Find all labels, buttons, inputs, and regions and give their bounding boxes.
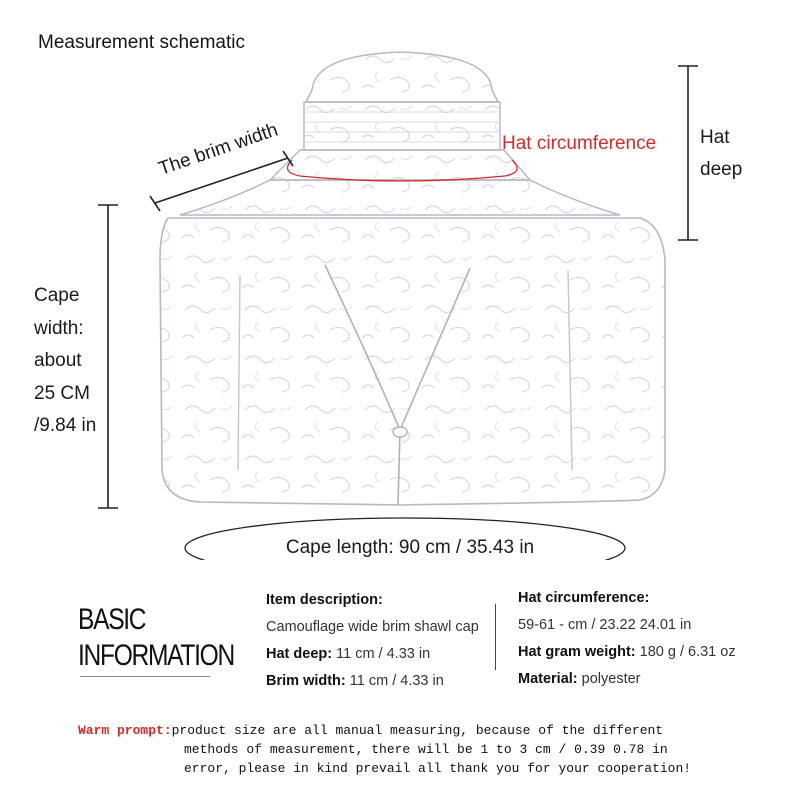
info-row: Camouflage wide brim shawl cap bbox=[266, 619, 479, 635]
hat-circumference-label: Hat circumference bbox=[502, 133, 657, 154]
warm-prompt bbox=[78, 721, 691, 778]
info-left-column bbox=[266, 587, 479, 695]
warm-prompt-line: methods of measurement, there will be 1 to 3 cm / 0.39 0.78 in bbox=[184, 742, 668, 757]
hat-deep-label: Hat deep bbox=[700, 127, 743, 180]
cape-width-dimension bbox=[98, 205, 118, 508]
hat-cape bbox=[160, 218, 665, 505]
info-row: Hat circumference: bbox=[518, 590, 650, 606]
hat-brim bbox=[180, 180, 620, 215]
basic-information-heading: BASIC INFORMATION bbox=[78, 603, 234, 672]
column-divider bbox=[495, 604, 496, 670]
warm-prompt-label: Warm prompt: bbox=[78, 723, 172, 738]
page-title: Measurement schematic bbox=[38, 32, 245, 53]
warm-prompt-line: product size are all manual measuring, because of the different bbox=[171, 723, 664, 738]
info-row: Hat deep: 11 cm / 4.33 in bbox=[266, 646, 431, 662]
warm-prompt-line: error, please in kind prevail all thank you for your cooperation! bbox=[184, 761, 692, 776]
heading-underline bbox=[80, 676, 210, 677]
cape-length-label: Cape length: 90 cm / 35.43 in bbox=[285, 537, 535, 558]
info-row: 59-61 - cm / 23.22 24.01 in bbox=[518, 617, 692, 633]
info-right-column bbox=[518, 585, 736, 693]
hat-mesh-band bbox=[304, 102, 500, 150]
hat-deep-dimension bbox=[678, 66, 698, 240]
brim-width-label: The brim width bbox=[156, 119, 281, 180]
info-row: Hat gram weight: 180 g / 6.31 oz bbox=[518, 644, 736, 660]
hat-crown bbox=[306, 52, 498, 102]
hat-lower-crown bbox=[270, 150, 530, 180]
info-row: Material: polyester bbox=[518, 671, 641, 687]
info-row: Item description: bbox=[266, 592, 383, 608]
info-row: Brim width: 11 cm / 4.33 in bbox=[266, 673, 444, 689]
cape-width-label: Cape width: about 25 CM /9.84 in bbox=[34, 285, 97, 436]
